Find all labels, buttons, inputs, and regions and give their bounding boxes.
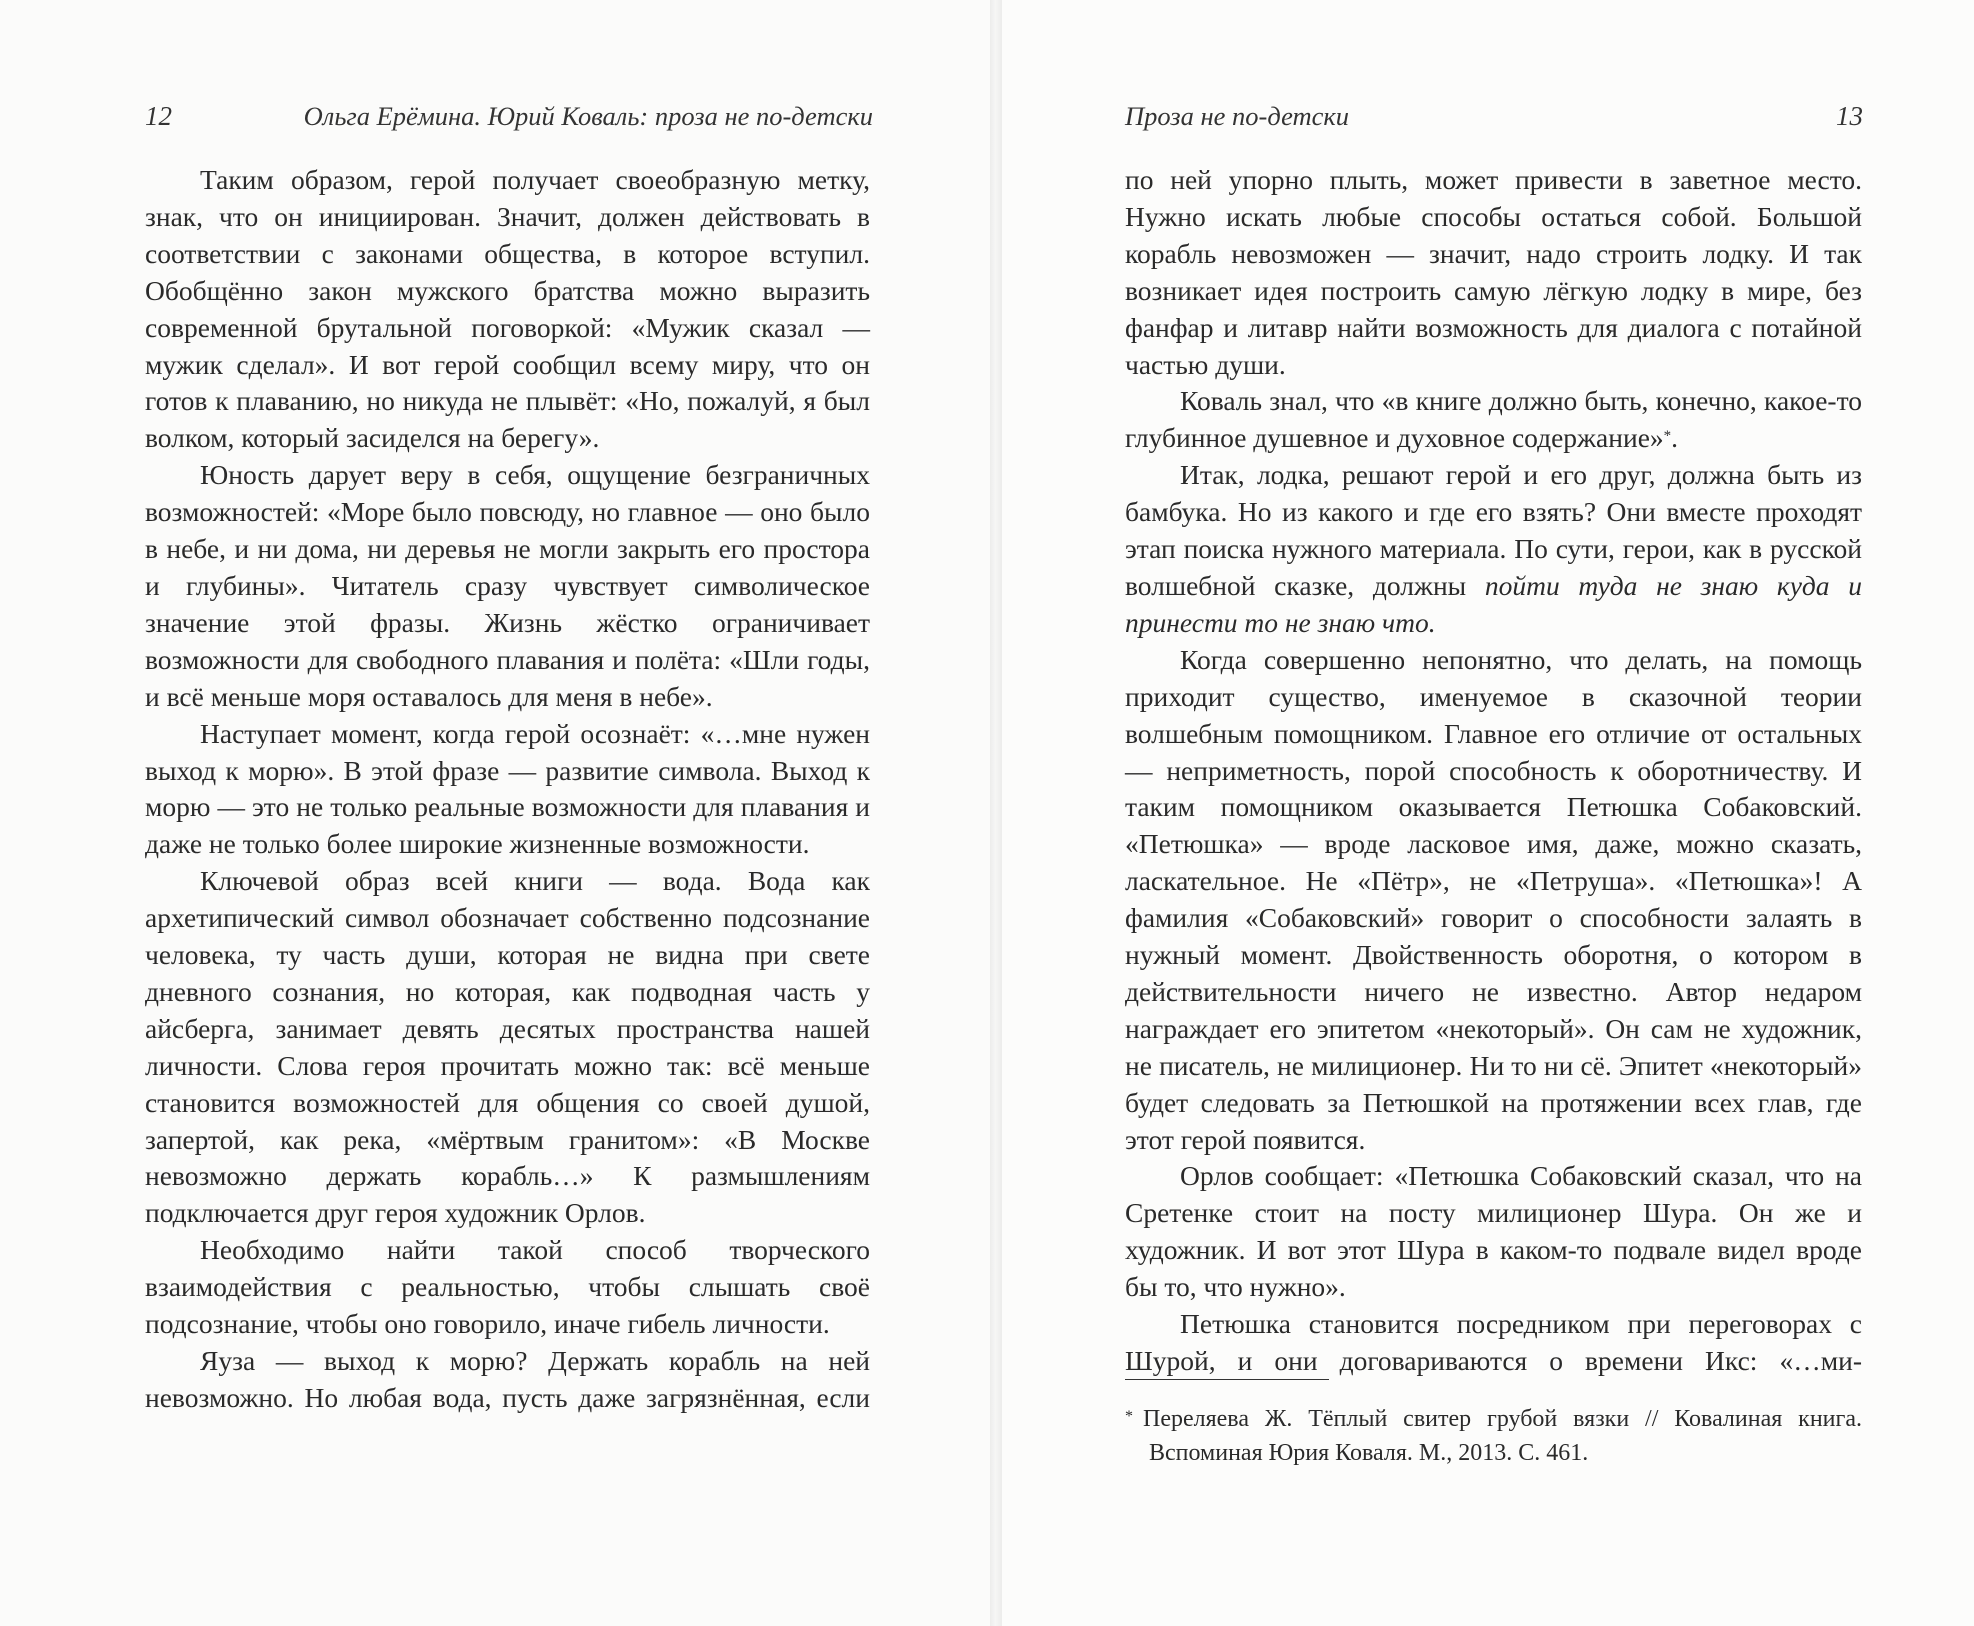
paragraph: Необходимо найти такой способ творческого взаимодействия с реальностью, чтобы слышать своё подсознание, чтобы оно говорило, иначе гибель личности. — [145, 1234, 870, 1340]
footnote-separator — [1125, 1379, 1329, 1380]
book-gutter — [990, 0, 1002, 1626]
footnote — [1125, 1402, 1862, 1470]
right-running-header — [1125, 96, 1863, 136]
page-number-13: 13 — [1836, 101, 1863, 131]
paragraph: Наступает момент, когда герой осознаёт: «…мне нужен выход к морю». В этой фразе — развитие символа. Выход к морю — это не только реальные возможности для плавания и даже не только более широкие жизненные возможности. — [145, 717, 870, 860]
right-body-text — [1125, 162, 1862, 1380]
footnote-reference: * — [1663, 428, 1672, 445]
right-page — [1002, 0, 1974, 1626]
left-body-text — [145, 162, 870, 1417]
footnote-line — [1125, 1402, 1862, 1436]
paragraph-text: Коваль знал, что «в книге должно быть, конечно, какое-то глубинное душевное и духовное содержание» — [1125, 385, 1862, 454]
paragraph: Ключевой образ всей книги — вода. Вода как архетипический символ обозначает собственно подсознание человека, ту часть души, которая не видна при свете дневного сознания, но которая, как подводная часть у айсберга, занимает девять десятых пространства нашей личности. Слова героя прочитать можно так: всё меньше становится возможностей для общения со своей душой, запертой, как река, «мёртвым гранитом»: «В Москве невозможно держать корабль…» К размышлениям подключается друг героя художник Орлов. — [145, 865, 870, 1229]
paragraph: Яуза — выход к морю? Держать корабль на ней невозможно. Но любая вода, пусть даже загрязнённая, если — [145, 1345, 870, 1413]
footnote-line: Вспоминая Юрия Коваля. М., 2013. С. 461. — [1149, 1440, 1589, 1466]
page-number-12: 12 — [145, 101, 172, 131]
paragraph: Таким образом, герой получает своеобразную метку, знак, что он инициирован. Значит, должен действовать в соответствии с законами общества, в которое вступил. Обобщённо закон мужского братства можно выразить современной брутальной поговоркой: «Мужик сказал — мужик сделал». И вот герой сообщил всему миру, что он готов к плаванию, но никуда не плывёт: «Но, пожалуй, я был волком, который засиделся на берегу». — [145, 164, 870, 454]
paragraph-text: Итак, лодка, решают герой и его друг, должна быть из бамбука. Но из какого и где его взять? Они вместе проходят этап поиска нужного материала. По сути, герои, как в русской волшебной сказке, должны — [1125, 459, 1862, 601]
paragraph — [1125, 457, 1862, 642]
left-running-head: Ольга Ерёмина. Юрий Коваль: проза не по-детски — [303, 101, 873, 131]
paragraph: Петюшка становится посредником при переговорах с Шурой, и они договариваются о времени Икс: «…ми- — [1125, 1308, 1862, 1376]
right-running-head: Проза не по-детски — [1125, 101, 1350, 131]
paragraph: Юность дарует веру в себя, ощущение безграничных возможностей: «Море было повсюду, но главное — оно было в небе, и ни дома, ни деревья не могли закрыть его простора и глубины». Читатель сразу чувствует символическое значение этой фразы. Жизнь жёстко ограничивает возможности для свободного плавания и полёта: «Шли годы, и всё меньше моря оставалось для меня в небе». — [145, 459, 870, 712]
paragraph: Коваль знал, что «в книге должно быть, конечно, какое-то глубинное душевное и духовное содержание»*. — [1125, 385, 1862, 454]
italic-phrase: пойти туда не знаю куда и принести то не знаю что. — [1125, 569, 1862, 638]
paragraph-continuation: по ней упорно плыть, может привести в заветное место. Нужно искать любые способы остаться собой. Большой корабль невозможен — значит, надо строить лодку. И так возникает идея построить самую лёгкую лодку в мире, без фанфар и литавр найти возможность для диалога с потайной частью души. — [1125, 164, 1862, 380]
footnote-marker: * — [1125, 1408, 1133, 1425]
footnote-text: Переляева Ж. Тёплый свитер грубой вязки // Ковалиная книга. — [1143, 1406, 1862, 1432]
paragraph: Когда совершенно непонятно, что делать, на помощь приходит существо, именуемое в сказочной теории волшебным помощником. Главное его отличие от остальных — неприметность, порой способность к оборотничеству. И таким помощником оказывается Петюшка Собаковский. «Петюшка» — вроде ласковое имя, даже, можно сказать, ласкательное. Не «Пётр», не «Петруша». «Петюшка»! А фамилия «Собаковский» говорит о способности залаять в нужный момент. Двойственность оборотня, о котором в действительности ничего не известно. Автор недаром награждает его эпитетом «некоторый». Он сам не художник, не писатель, не милиционер. Ни то ни сё. Эпитет «некоторый» будет следовать за Петюшкой на протяжении всех глав, где этот герой появится. — [1125, 643, 1862, 1155]
paragraph: Орлов сообщает: «Петюшка Собаковский сказал, что на Сретенке стоит на посту милиционер Шура. Он же и художник. И вот этот Шура в каком-то подвале видел вроде бы то, что нужно». — [1125, 1160, 1862, 1303]
left-running-header — [145, 96, 873, 136]
